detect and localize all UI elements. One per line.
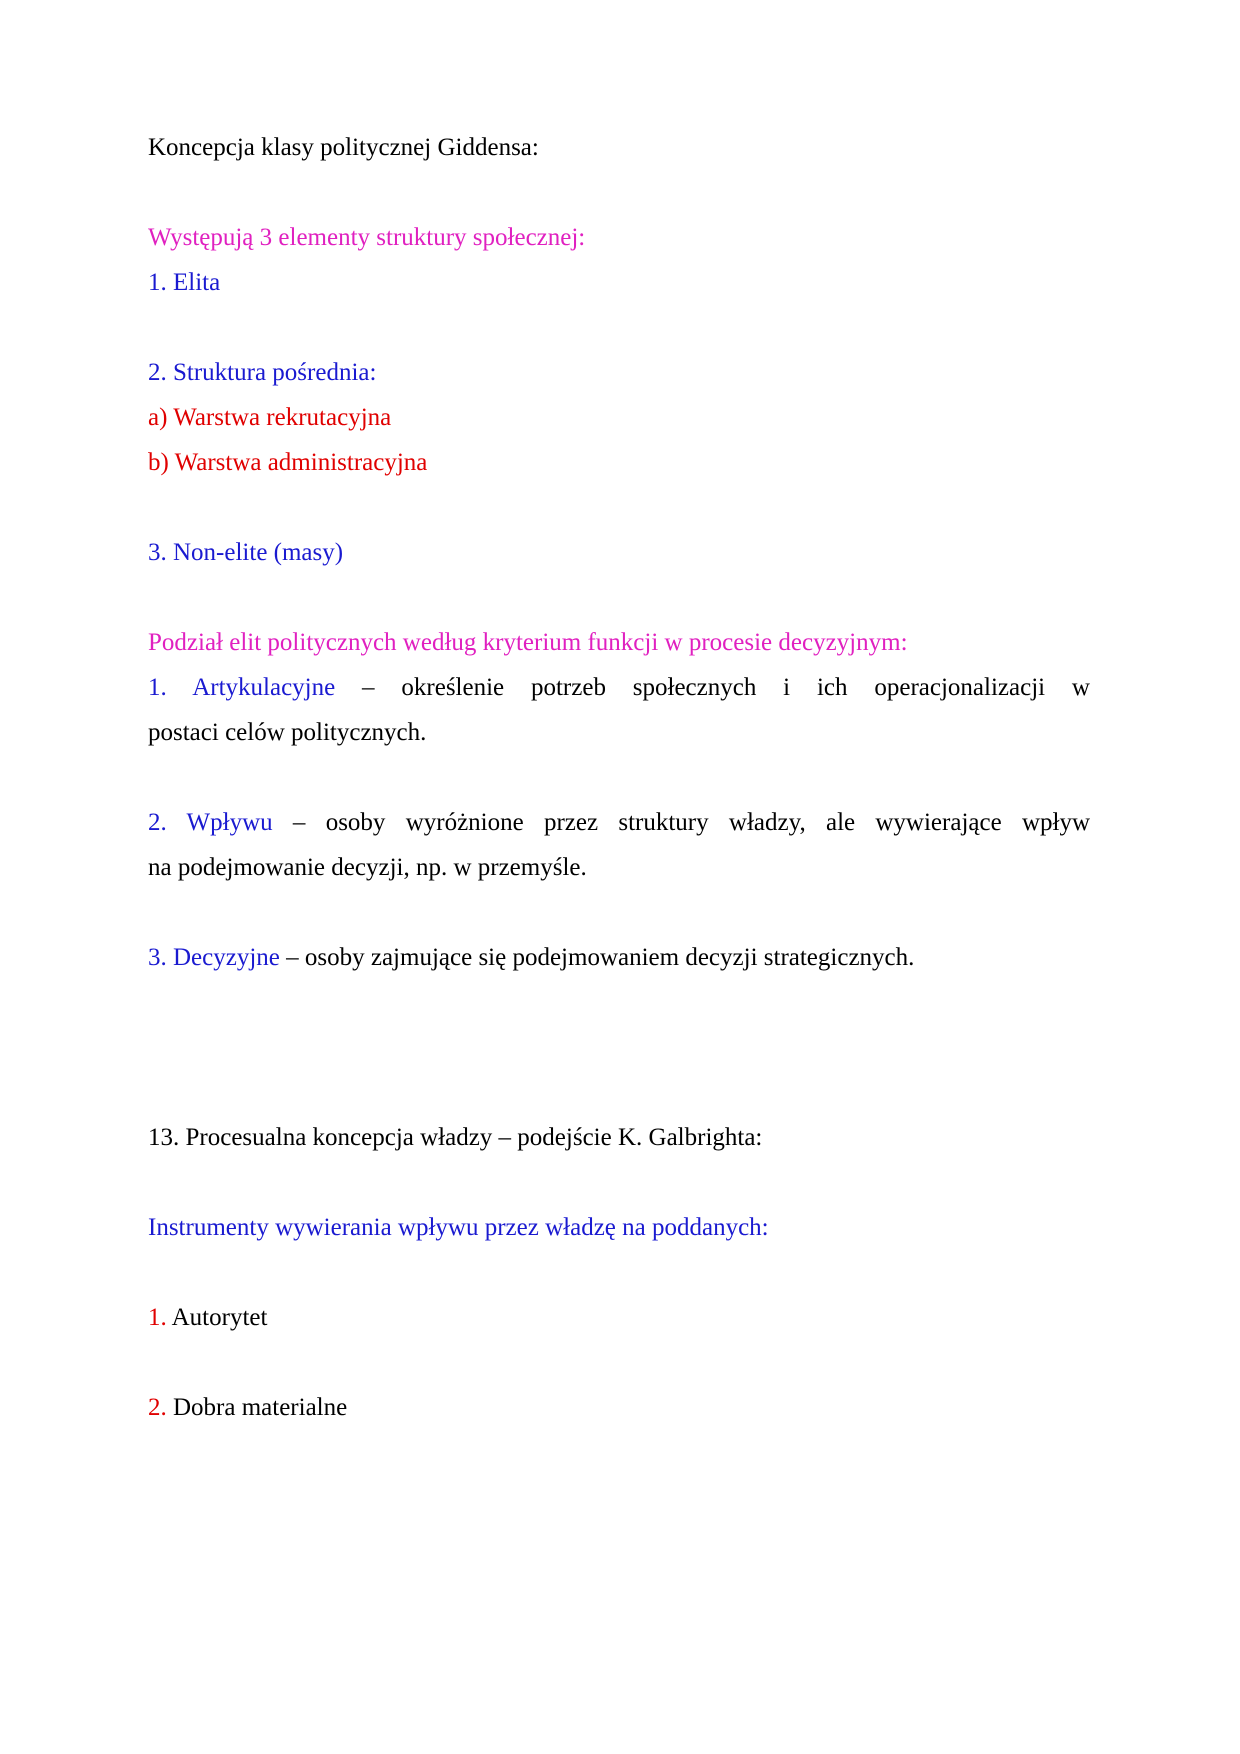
structure-item-2a: a) Warstwa rekrutacyjna xyxy=(148,404,392,431)
structure-item-1: 1. Elita xyxy=(148,269,221,296)
elite-item-1-text: – określenie potrzeb społecznych i ich operacjonalizacji w xyxy=(335,674,1090,701)
instrument-item-1-number: 1. xyxy=(148,1304,167,1331)
structure-item-2b: b) Warstwa administracyjna xyxy=(148,449,428,476)
section2-title: 13. Procesualna koncepcja władzy – podejście K. Galbrighta: xyxy=(148,1124,763,1151)
instruments-heading: Instrumenty wywierania wpływu przez władzę na poddanych: xyxy=(148,1214,769,1241)
elite-item-1-line2: postaci celów politycznych. xyxy=(148,719,427,746)
structure-heading: Występują 3 elementy struktury społecznej: xyxy=(148,224,586,251)
elite-item-3-label: 3. Decyzyjne xyxy=(148,944,280,971)
section1-title: Koncepcja klasy politycznej Giddensa: xyxy=(148,134,539,161)
instrument-item-2-number: 2. xyxy=(148,1394,167,1421)
elite-item-2-text: – osoby wyróżnione przez struktury władzy, ale wywierające wpływ xyxy=(272,809,1090,836)
elite-item-2-label: 2. Wpływu xyxy=(148,809,273,836)
elite-item-2-line2: na podejmowanie decyzji, np. w przemyśle. xyxy=(148,854,587,881)
structure-item-2: 2. Struktura pośrednia: xyxy=(148,359,377,386)
instrument-item-1-text: Autorytet xyxy=(166,1304,268,1331)
elite-item-1-line1 xyxy=(148,673,1090,703)
instrument-item-2 xyxy=(148,1393,347,1423)
instrument-item-2-text: Dobra materialne xyxy=(166,1394,348,1421)
elite-item-2-line1 xyxy=(148,808,1090,838)
elite-item-1-label: 1. Artykulacyjne xyxy=(148,674,336,701)
instrument-item-1 xyxy=(148,1303,267,1333)
structure-item-3: 3. Non-elite (masy) xyxy=(148,539,344,566)
elite-item-3 xyxy=(148,943,914,973)
elite-item-3-text: – osoby zajmujące się podejmowaniem decyzji strategicznych. xyxy=(279,944,915,971)
division-heading: Podział elit politycznych według kryterium funkcji w procesie decyzyjnym: xyxy=(148,629,908,656)
